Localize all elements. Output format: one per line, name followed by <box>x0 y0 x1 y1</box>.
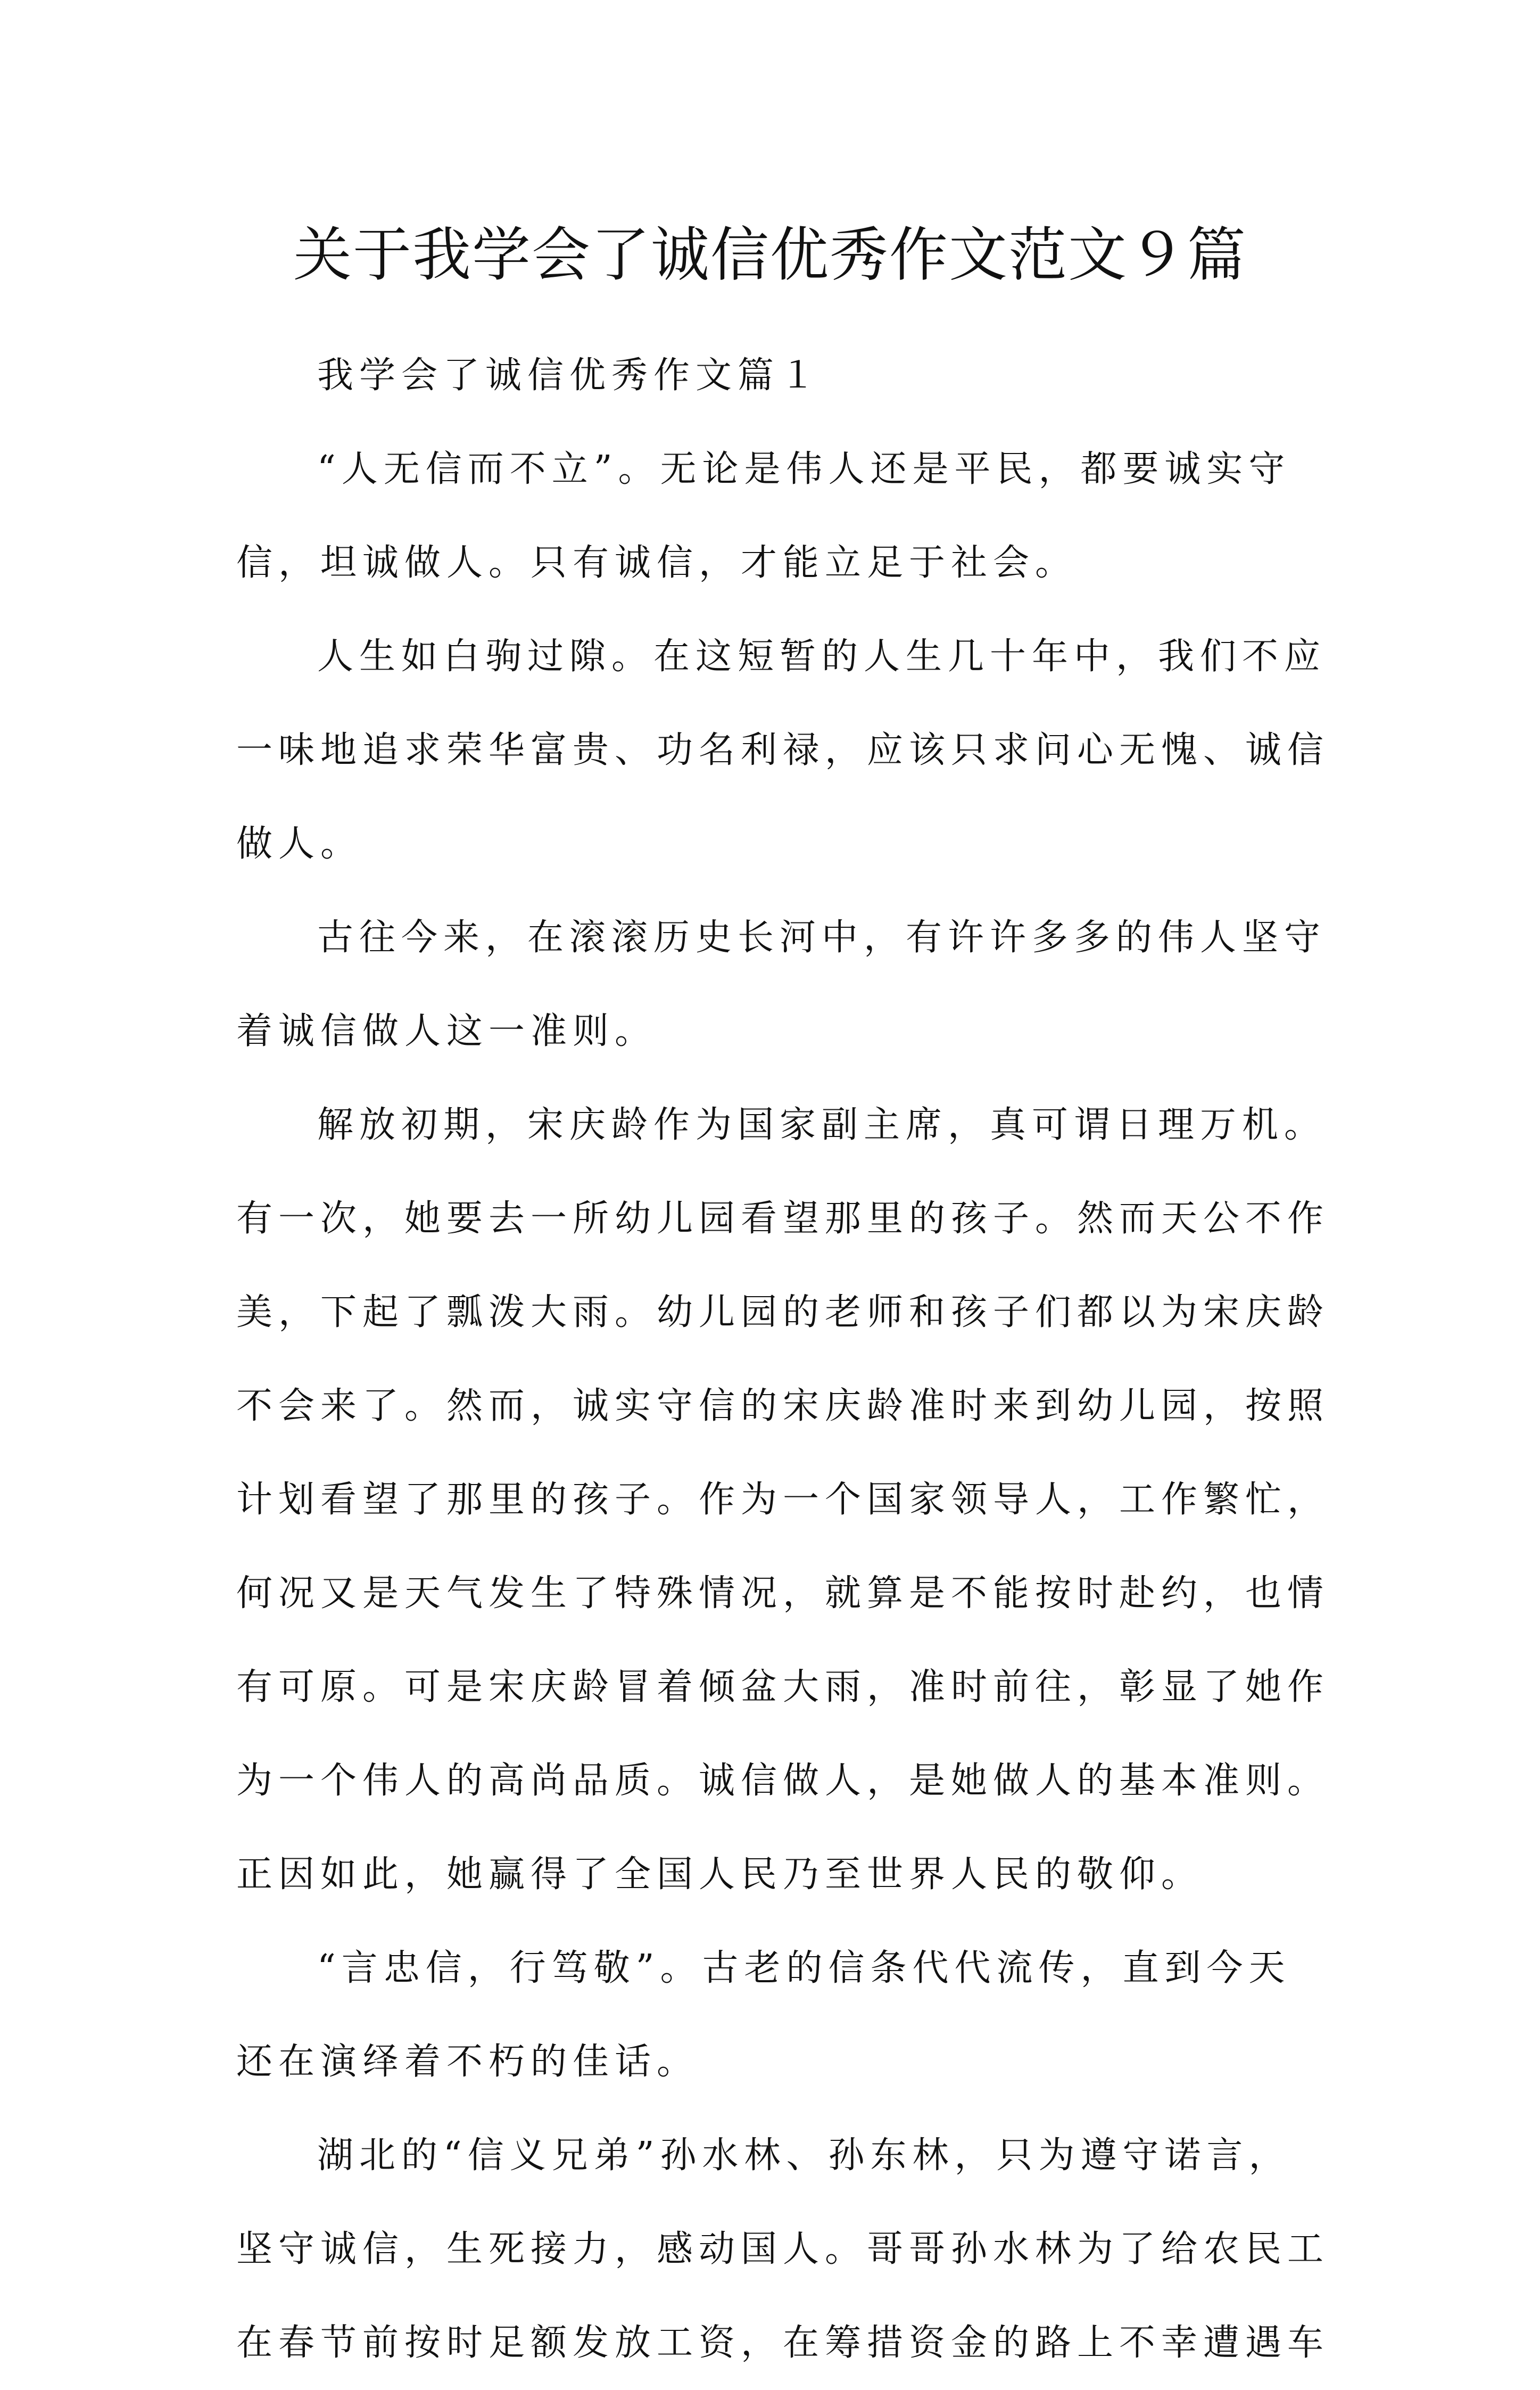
text-line: 还在演绎着不朽的佳话。 <box>236 2041 699 2083</box>
text-line: 古往今来，在滚滚历史长河中，有许许多多的伟人坚守 <box>317 917 1327 959</box>
text-line: 湖北的“信义兄弟”孙水林、孙东林，只为遵守诺言， <box>317 2134 1291 2177</box>
document-body <box>236 329 1330 2390</box>
text-line: 信，坦诚做人。只有诚信，才能立足于社会。 <box>236 542 1078 584</box>
text-line: 有可原。可是宋庆龄冒着倾盆大雨，准时前往，彰显了她作 <box>236 1666 1330 1708</box>
text-line: “言忠信，行笃敬”。古老的信条代代流传，直到今天 <box>317 1947 1291 1989</box>
text-line: 为一个伟人的高尚品质。诚信做人，是她做人的基本准则。 <box>236 1760 1330 1802</box>
text-line: 计划看望了那里的孩子。作为一个国家领导人，工作繁忙， <box>236 1479 1330 1521</box>
text-line: 做人。 <box>236 823 363 865</box>
text-line: 一味地追求荣华富贵、功名利禄，应该只求问心无愧、诚信 <box>236 729 1330 771</box>
text-line: “人无信而不立”。无论是伟人还是平民，都要诚实守 <box>317 448 1291 490</box>
text-line: 正因如此，她赢得了全国人民乃至世界人民的敬仰。 <box>236 1853 1204 1895</box>
text-line: 解放初期，宋庆龄作为国家副主席，真可谓日理万机。 <box>317 1104 1327 1146</box>
text-line: 坚守诚信，生死接力，感动国人。哥哥孙水林为了给农民工 <box>236 2228 1330 2270</box>
text-line: 不会来了。然而，诚实守信的宋庆龄准时来到幼儿园，按照 <box>236 1385 1330 1427</box>
text-line: 在春节前按时足额发放工资，在筹措资金的路上不幸遭遇车 <box>236 2322 1330 2364</box>
text-line: 着诚信做人这一准则。 <box>236 1010 657 1052</box>
text-line: 美，下起了瓢泼大雨。幼儿园的老师和孩子们都以为宋庆龄 <box>236 1291 1330 1333</box>
text-line: 有一次，她要去一所幼儿园看望那里的孩子。然而天公不作 <box>236 1198 1330 1240</box>
text-line: 我学会了诚信优秀作文篇１ <box>317 355 822 397</box>
text-line: 何况又是天气发生了特殊情况，就算是不能按时赴约，也情 <box>236 1572 1330 1614</box>
document-title: 关于我学会了诚信优秀作文范文９篇 <box>293 220 1247 289</box>
text-line: 人生如白驹过隙。在这短暂的人生几十年中，我们不应 <box>317 636 1327 678</box>
